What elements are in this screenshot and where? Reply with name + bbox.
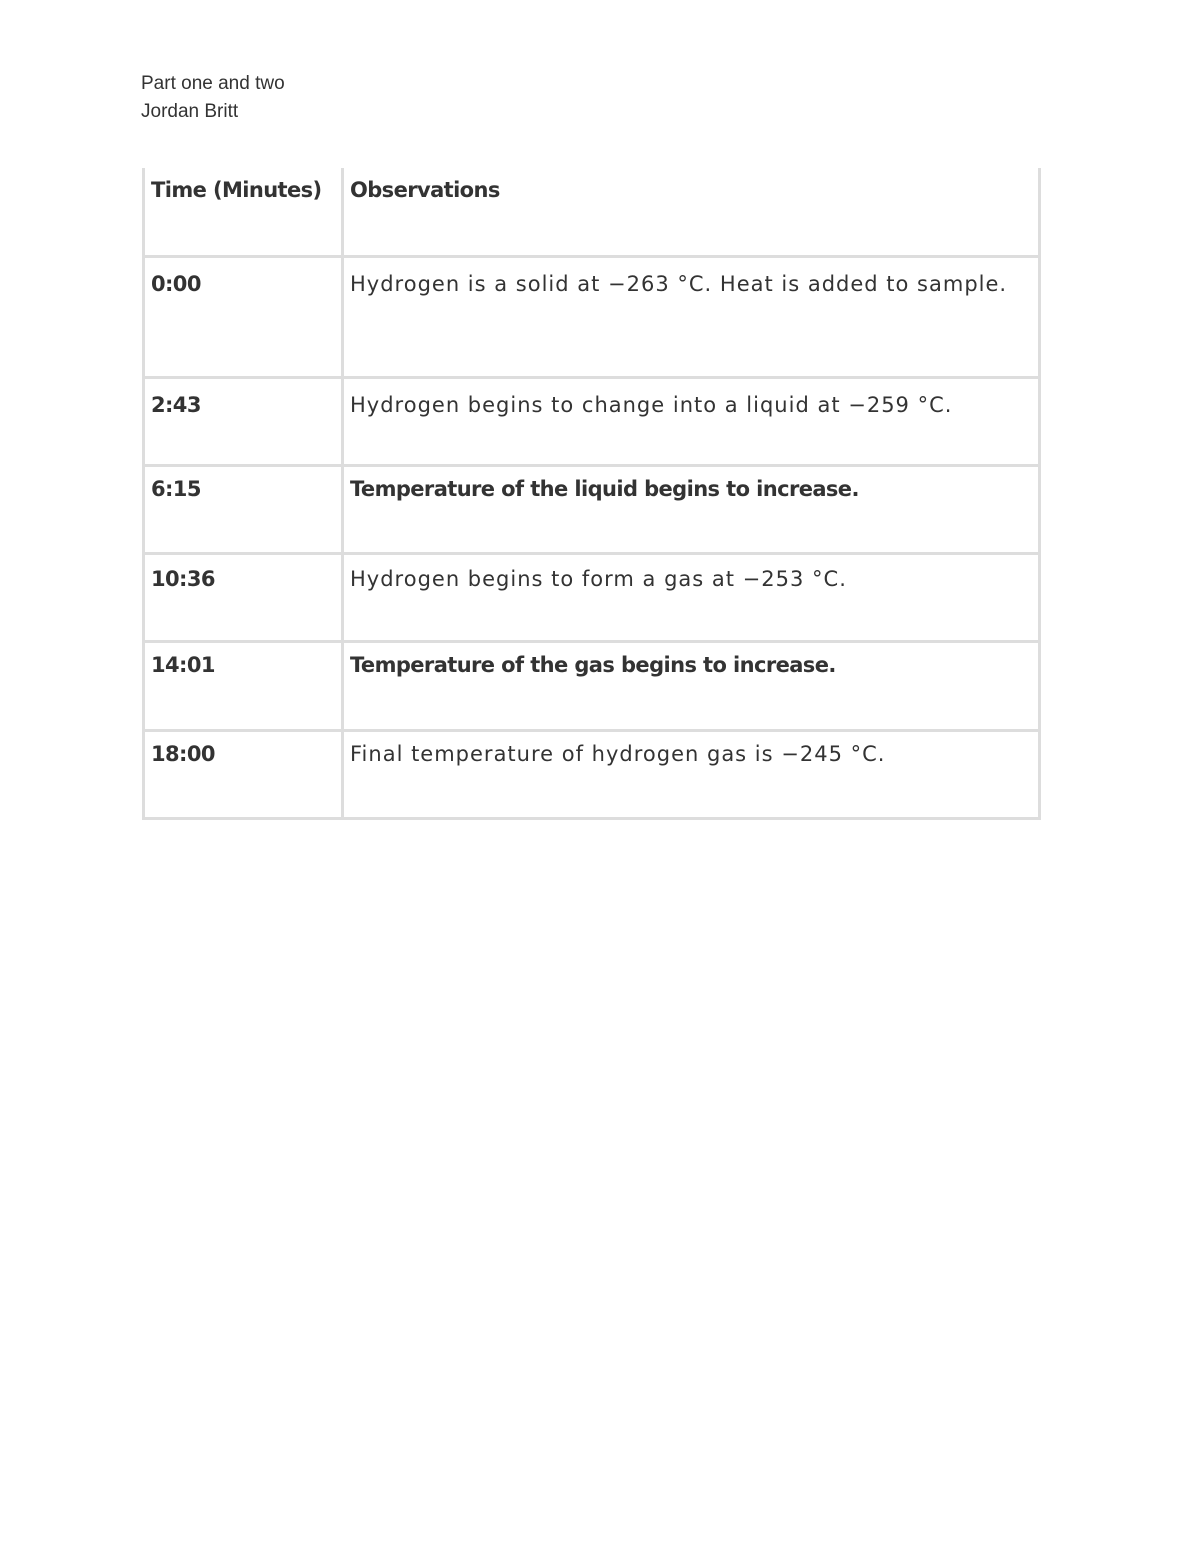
column-header-observations	[343, 168, 1040, 256]
column-header-time-label: Time (Minutes)	[151, 178, 322, 202]
observation-text: Temperature of the liquid begins to increase.	[350, 476, 859, 501]
time-cell	[144, 256, 343, 377]
observation-cell	[343, 377, 1040, 465]
time-value: 0:00	[151, 271, 201, 296]
observation-text: Hydrogen begins to change into a liquid at −259 °C.	[350, 392, 953, 417]
time-cell	[144, 641, 343, 730]
column-header-time	[144, 168, 343, 256]
table-row	[144, 553, 1040, 641]
observation-cell	[343, 641, 1040, 730]
time-value: 2:43	[151, 392, 201, 417]
time-cell	[144, 553, 343, 641]
table-row	[144, 256, 1040, 377]
observation-cell	[343, 256, 1040, 377]
column-header-observations-label: Observations	[350, 178, 500, 202]
table-row	[144, 377, 1040, 465]
document-header	[141, 70, 285, 126]
observations-table	[142, 168, 1041, 820]
table-row	[144, 465, 1040, 553]
time-value: 6:15	[151, 476, 201, 501]
time-value: 10:36	[151, 566, 215, 591]
observation-text: Final temperature of hydrogen gas is −245 °C.	[350, 741, 886, 766]
header-author: Jordan Britt	[141, 101, 239, 122]
observation-text: Hydrogen begins to form a gas at −253 °C.	[350, 566, 847, 591]
time-cell	[144, 377, 343, 465]
time-value: 14:01	[151, 652, 215, 677]
time-cell	[144, 465, 343, 553]
time-value: 18:00	[151, 741, 215, 766]
observation-cell	[343, 553, 1040, 641]
table-row	[144, 730, 1040, 818]
time-cell	[144, 730, 343, 818]
observation-cell	[343, 465, 1040, 553]
table-header-row	[144, 168, 1040, 256]
header-title: Part one and two	[141, 73, 285, 94]
table-row	[144, 641, 1040, 730]
observation-text: Temperature of the gas begins to increase.	[350, 652, 836, 677]
observation-cell	[343, 730, 1040, 818]
observation-text: Hydrogen is a solid at −263 °C. Heat is added to sample.	[350, 271, 1008, 296]
